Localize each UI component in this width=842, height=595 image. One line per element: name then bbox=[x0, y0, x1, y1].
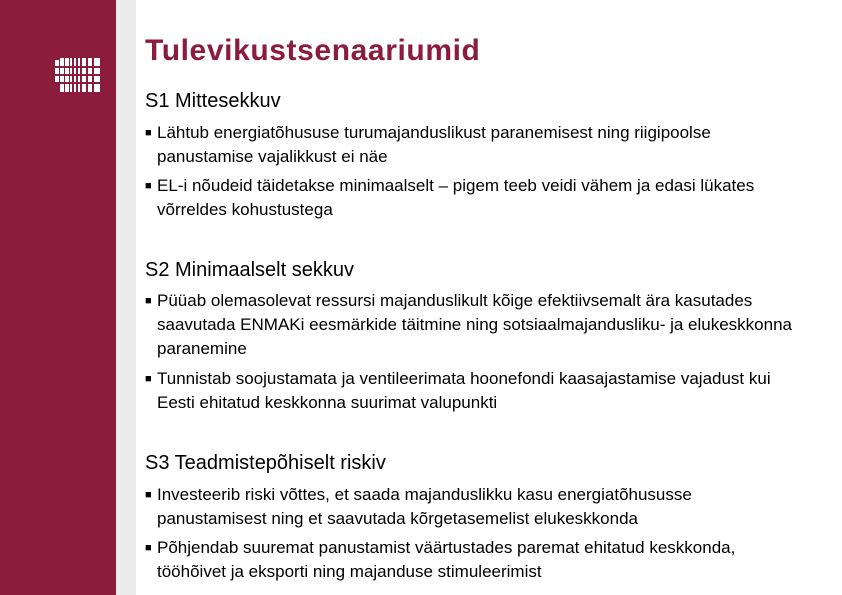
slide-title: Tulevikustsenaariumid bbox=[145, 34, 481, 67]
bullet-text: Investeerib riski võttes, et saada majanduslikku kasu energiatõhususse panustamisest ning et saavutada kõrgetasemelist elukeskkonda bbox=[157, 485, 692, 528]
bullet-item bbox=[145, 289, 805, 361]
bullet-square-icon: ■ bbox=[145, 489, 152, 501]
bullet-text: Lähtub energiatõhususe turumajanduslikust paranemisest ning riigipoolse panustamise vajalikkust ei näe bbox=[157, 123, 711, 166]
university-grid-logo bbox=[55, 58, 101, 98]
sidebar-edge bbox=[116, 0, 136, 595]
bullet-item bbox=[145, 367, 805, 415]
bullet-item bbox=[145, 483, 805, 531]
bullet-item bbox=[145, 536, 805, 584]
bullet-text: EL-i nõudeid täidetakse minimaalselt – pigem teeb veidi vähem ja edasi lükates võrreldes kohustustega bbox=[157, 176, 755, 219]
bullet-square-icon: ■ bbox=[145, 542, 152, 554]
bullet-square-icon: ■ bbox=[145, 373, 152, 385]
bullet-item bbox=[145, 121, 805, 169]
section-heading-s3: S3 Teadmistepõhiselt riskiv bbox=[145, 452, 386, 474]
bullet-text: Põhjendab suuremat panustamist väärtustades paremat ehitatud keskkonda, tööhõivet ja eksporti ning majanduse stimuleerimist bbox=[157, 538, 736, 581]
bullet-square-icon: ■ bbox=[145, 295, 152, 307]
section-heading-s1: S1 Mittesekkuv bbox=[145, 90, 281, 112]
bullet-square-icon: ■ bbox=[145, 127, 152, 139]
section-heading-s2: S2 Minimaalselt sekkuv bbox=[145, 259, 354, 281]
bullet-item bbox=[145, 174, 805, 222]
bullet-text: Tunnistab soojustamata ja ventileerimata hoonefondi kaasajastamise vajadust kui Eesti ehitatud keskkonna suurimat valupunkti bbox=[157, 369, 771, 412]
bullet-text: Püüab olemasolevat ressursi majanduslikult kõige efektiivsemalt ära kasutades saavutada ENMAKi eesmärkide täitmine ning sotsiaalmajandusliku- ja elukeskkonna paranemine bbox=[157, 291, 792, 358]
bullet-square-icon: ■ bbox=[145, 180, 152, 192]
